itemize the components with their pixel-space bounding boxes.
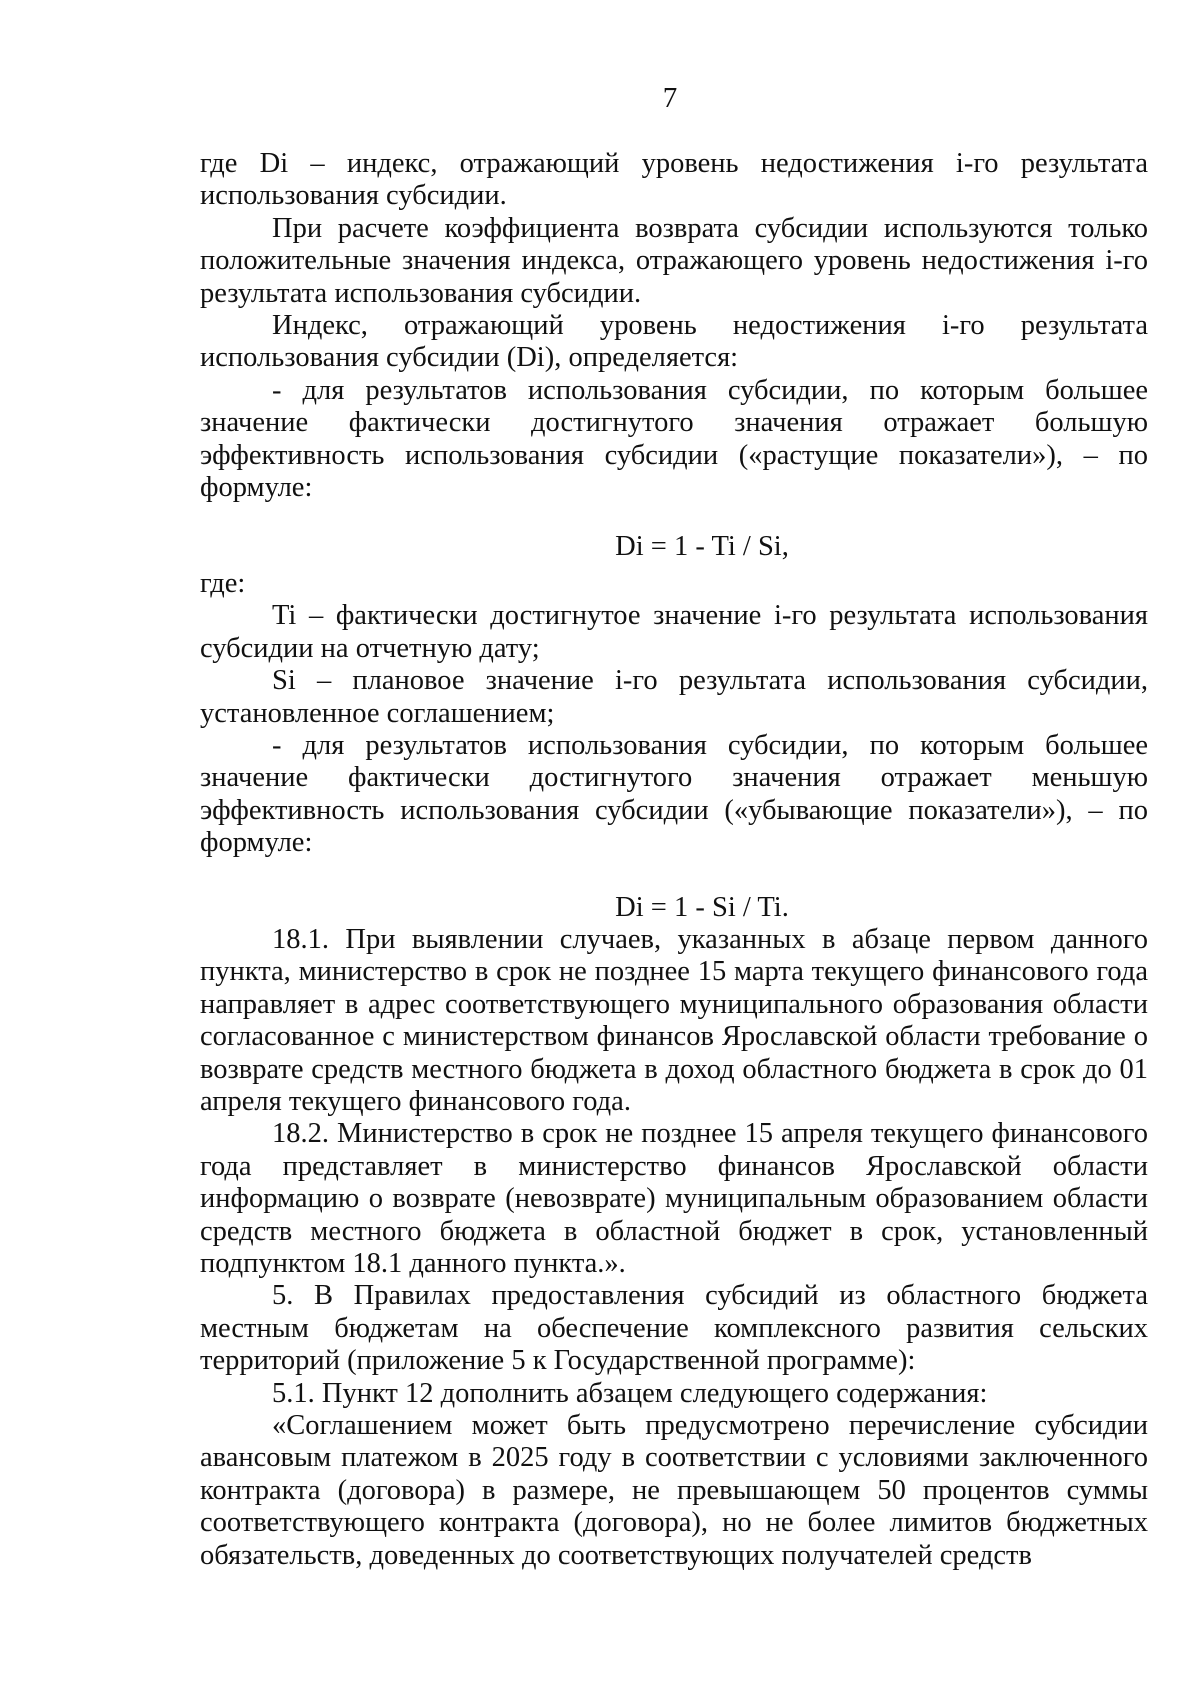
paragraph-decreasing-indicators: - для результатов использования субсидии, по которым большее значение фактически достигнутого значения отражает меньшую эффективность использования субсидии («убывающие показатели»), – по формуле: — [200, 729, 1148, 859]
paragraph-index-determined: Индекс, отражающий уровень недостижения i-го результата использования субсидии (Di), определяется: — [200, 310, 1148, 374]
page-number: 7 — [662, 82, 678, 114]
paragraph-si-definition: Si – плановое значение i-го результата использования субсидии, установленное соглашением; — [200, 665, 1148, 729]
paragraph-growing-indicators: - для результатов использования субсидии, по которым большее значение фактически достигнутого значения отражает большую эффективность использования субсидии («растущие показатели»), – по формуле: — [200, 374, 1148, 504]
paragraph-agreement-quote: «Соглашением может быть предусмотрено перечисление субсидии авансовым платежом в 2025 году в соответствии с условиями заключенного контракта (договора) в размере, не превышающем 50 процентов суммы соответствующего контракта (договора), но не более лимитов бюджетных обязательств, доведенных до соответствующих получателей средств — [200, 1410, 1148, 1571]
paragraph-positive-values: При расчете коэффициента возврата субсидии используются только положительные значения индекса, отражающего уровень недостижения i-го результата использования субсидии. — [200, 212, 1148, 309]
paragraph-di-definition: где Di – индекс, отражающий уровень недостижения i-го результата использования субсидии. — [200, 148, 1148, 212]
paragraph-5-1: 5.1. Пункт 12 дополнить абзацем следующего содержания: — [272, 1377, 988, 1409]
paragraph-ti-definition: Ti – фактически достигнутое значение i-го результата использования субсидии на отчетную дату; — [200, 600, 1148, 664]
paragraph-18-1: 18.1. При выявлении случаев, указанных в абзаце первом данного пункта, министерство в срок не позднее 15 марта текущего финансового года направляет в адрес соответствующего муниципального образования области согласованное с министерством финансов Ярославской области требование о возврате средств местного бюджета в доход областного бюджета в срок до 01 апреля текущего финансового года. — [200, 923, 1148, 1117]
formula-decreasing: Di = 1 - Si / Ti. — [615, 891, 789, 923]
paragraph-5: 5. В Правилах предоставления субсидий из областного бюджета местным бюджетам на обеспечение комплексного развития сельских территорий (приложение 5 к Государственной программе): — [200, 1280, 1148, 1377]
document-body — [200, 148, 1148, 1572]
paragraph-18-2: 18.2. Министерство в срок не позднее 15 апреля текущего финансового года представляет в министерство финансов Ярославской области информацию о возврате (невозврате) муниципальным образованием области средств местного бюджета в областной бюджет в срок, установленный подпунктом 18.1 данного пункта.». — [200, 1118, 1148, 1279]
formula-growing: Di = 1 - Ti / Si, — [615, 531, 789, 563]
paragraph-where: где: — [200, 567, 246, 599]
